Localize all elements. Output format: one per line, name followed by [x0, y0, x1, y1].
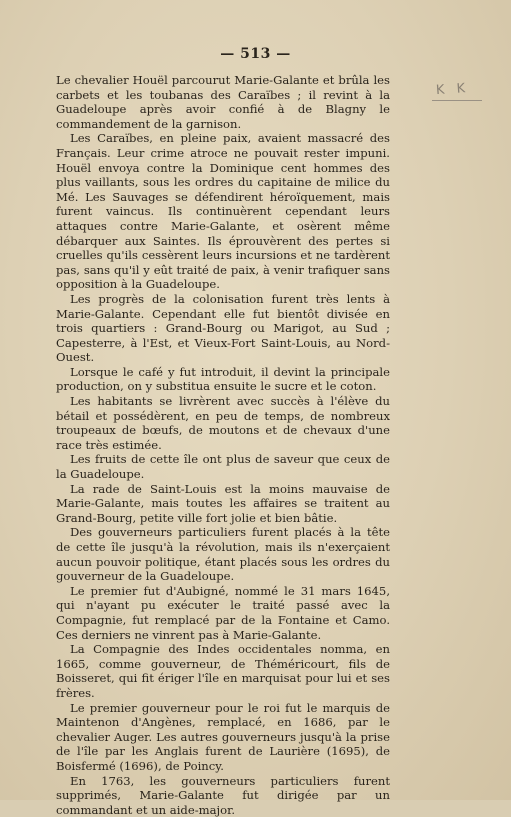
paragraph-fruits: Les fruits de cette île ont plus de saveur que ceux de la Guadeloupe.: [56, 452, 390, 481]
margin-pencil-note: K K: [436, 81, 470, 98]
paragraph-houel-marie-galante: Le chevalier Houël parcourut Marie-Galante et brûla les carbets et les toubanas des Caraïbes ; il revint à la Guadeloupe après avoir confié à de Blagny le commandement de la garnison.: [56, 73, 390, 131]
paragraph-compagnie-indes: La Compagnie des Indes occidentales nomma, en 1665, comme gouverneur, de Théméricourt, fils de Boisseret, qui fit ériger l'île en marquisat pour lui et ses frères.: [56, 642, 390, 700]
paragraph-caraibes-massacre: Les Caraïbes, en pleine paix, avaient massacré des Français. Leur crime atroce ne pouvait rester impuni. Houël envoya contre la Dominique cent hommes des plus vaillants, sous les ordres du capitaine de milice du Mé. Les Sauvages se défendirent héroïquement, mais furent vaincus. Ils continuèrent cependant leurs attaques contre Marie-Galante, et osèrent même débarquer aux Saintes. Ils éprouvèrent des pertes si cruelles qu'ils cessèrent leurs incursions et ne tardèrent pas, sans qu'il y eût traité de paix, à venir trafiquer sans opposition à la Guadeloupe.: [56, 131, 390, 292]
paragraph-colonisation: Les progrès de la colonisation furent très lents à Marie-Galante. Cependant elle fut bientôt divisée en trois quartiers : Grand-Bourg ou Marigot, au Sud ; Capesterre, à l'Est, et Vieux-Fort Saint-Louis, au Nord-Ouest.: [56, 292, 390, 365]
paragraph-rade-saint-louis: La rade de Saint-Louis est la moins mauvaise de Marie-Galante, mais toutes les affaires se traitent au Grand-Bourg, petite ville fort jolie et bien bâtie.: [56, 482, 390, 526]
paragraph-cafe: Lorsque le café y fut introduit, il devint la principale production, on y substitua ensuite le sucre et le coton.: [56, 365, 390, 394]
paragraph-gouverneurs: Des gouverneurs particuliers furent placés à la tête de cette île jusqu'à la révolution, mais ils n'exerçaient aucun pouvoir politique, étant placés sous les ordres du gouverneur de la Guadeloupe.: [56, 525, 390, 583]
margin-pencil-line: [432, 100, 482, 101]
paragraph-betail: Les habitants se livrèrent avec succès à l'élève du bétail et possédèrent, en peu de temps, de nombreux troupeaux de bœufs, de moutons et de chevaux d'une race très estimée.: [56, 394, 390, 452]
paragraph-maintenon: Le premier gouverneur pour le roi fut le marquis de Maintenon d'Angènes, remplacé, en 1686, par le chevalier Auger. Les autres gouverneurs jusqu'à la prise de l'île par les Anglais furent de Laurière (1695), de Boisfermé (1696), de Poincy.: [56, 701, 390, 774]
paragraph-aubigne: Le premier fut d'Aubigné, nommé le 31 mars 1645, qui n'ayant pu exécuter le traité passé avec la Compagnie, fut remplacé par de la Fontaine et Camo. Ces derniers ne vinrent pas à Marie-Galante.: [56, 584, 390, 642]
paragraph-1763: En 1763, les gouverneurs particuliers furent supprimés, Marie-Galante fut dirigée par un commandant et un aide-major.: [56, 774, 390, 817]
page-number: — 513 —: [0, 46, 511, 62]
body-text: [56, 73, 390, 817]
